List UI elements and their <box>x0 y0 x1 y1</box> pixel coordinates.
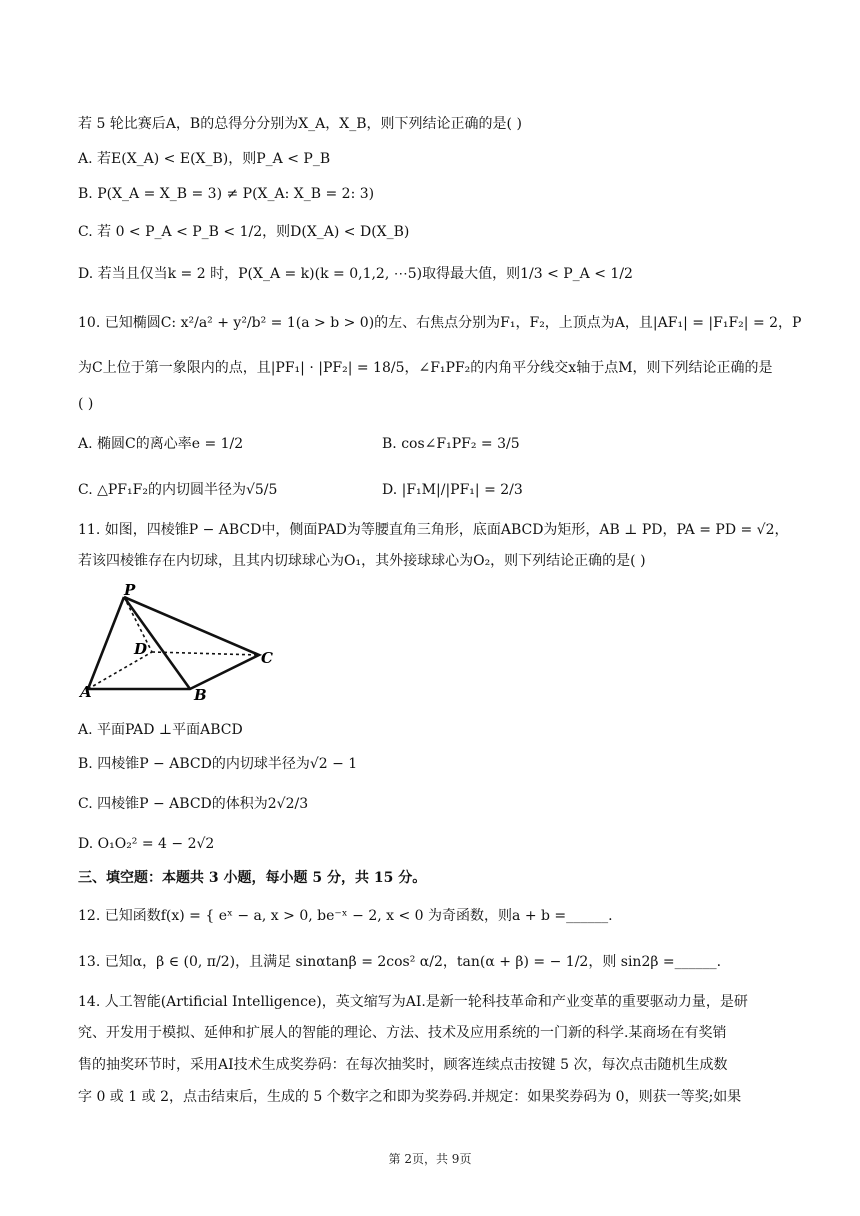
q11-line-2: 若该四棱锥存在内切球，且其内切球球心为O₁，其外接球球心为O₂，则下列结论正确的是( ) <box>78 553 646 569</box>
q14-line-4: 字 0 或 1 或 2，点击结束后，生成的 5 个数字之和即为奖券码.并规定：如果奖券码为 0，则获一等奖;如果 <box>78 1089 742 1105</box>
q9-option-b: B. P(X_A = X_B = 3) ≠ P(X_A: X_B = 2: 3) <box>78 186 375 202</box>
q10-option-b: B. cos∠F₁PF₂ = 3/5 <box>382 436 520 452</box>
label-c: C <box>261 649 273 667</box>
label-d: D <box>134 640 148 658</box>
q11-option-c: C. 四棱锥P − ABCD的体积为2√2/3 <box>78 796 309 812</box>
q14-line-2: 究、开发用于模拟、延伸和扩展人的智能的理论、方法、技术及应用系统的一门新的科学.某商场在有奖销 <box>78 1025 727 1041</box>
q10-line-3: ( ) <box>78 396 94 412</box>
q9-option-a: A. 若E(X_A) < E(X_B)，则P_A < P_B <box>78 151 331 167</box>
q10-option-a: A. 椭圆C的离心率e = 1/2 <box>78 436 244 452</box>
q9-stem: 若 5 轮比赛后A，B的总得分分别为X_A，X_B，则下列结论正确的是( ) <box>78 116 522 132</box>
q14-line-1: 14. 人工智能(Artificial Intelligence)，英文缩写为AI.是新一轮科技革命和产业变革的重要驱动力量，是研 <box>78 994 748 1010</box>
q10-line-2: 为C上位于第一象限内的点，且|PF₁| · |PF₂| = 18/5，∠F₁PF₂的内角平分线交x轴于点M，则下列结论正确的是 <box>78 360 773 376</box>
q9-option-c: C. 若 0 < P_A < P_B < 1/2，则D(X_A) < D(X_B) <box>78 224 410 240</box>
q11-option-b: B. 四棱锥P − ABCD的内切球半径为√2 − 1 <box>78 756 358 772</box>
q9-option-d: D. 若当且仅当k = 2 时，P(X_A = k)(k = 0,1,2, ⋯5)取得最大值，则1/3 < P_A < 1/2 <box>78 266 633 282</box>
q11-line-1: 11. 如图，四棱锥P − ABCD中，侧面PAD为等腰直角三角形，底面ABCD为矩形，AB ⊥ PD，PA = PD = √2， <box>78 522 789 538</box>
label-b: B <box>194 686 207 703</box>
q10-option-c: C. △PF₁F₂的内切圆半径为√5/5 <box>78 482 278 498</box>
q11-option-a: A. 平面PAD ⊥平面ABCD <box>78 722 243 738</box>
pyramid-hidden-dc <box>152 652 259 655</box>
label-p: P <box>124 583 136 599</box>
pyramid-figure <box>78 583 278 703</box>
q12: 12. 已知函数f(x) = { eˣ − a, x > 0, be⁻ˣ − 2, x < 0 为奇函数，则a + b =______. <box>78 908 613 924</box>
q11-option-d: D. O₁O₂² = 4 − 2√2 <box>78 836 215 852</box>
q13: 13. 已知α，β ∈ (0, π/2)，且满足 sinαtanβ = 2cos² α/2，tan(α + β) = − 1/2，则 sin2β =______. <box>78 954 722 970</box>
q10-line-1: 10. 已知椭圆C: x²/a² + y²/b² = 1(a > b > 0)的左、右焦点分别为F₁，F₂，上顶点为A，且|AF₁| = |F₁F₂| = 2，P <box>78 315 802 331</box>
q14-line-3: 售的抽奖环节时，采用AI技术生成奖券码：在每次抽奖时，顾客连续点击按键 5 次，每次点击随机生成数 <box>78 1057 728 1073</box>
section-3-heading: 三、填空题：本题共 3 小题，每小题 5 分，共 15 分。 <box>78 870 427 886</box>
page-footer: 第 2页，共 9页 <box>388 1152 472 1166</box>
q10-option-d: D. |F₁M|/|PF₁| = 2/3 <box>382 482 523 498</box>
label-a: A <box>80 683 92 701</box>
pyramid-solid-edges <box>88 597 259 689</box>
